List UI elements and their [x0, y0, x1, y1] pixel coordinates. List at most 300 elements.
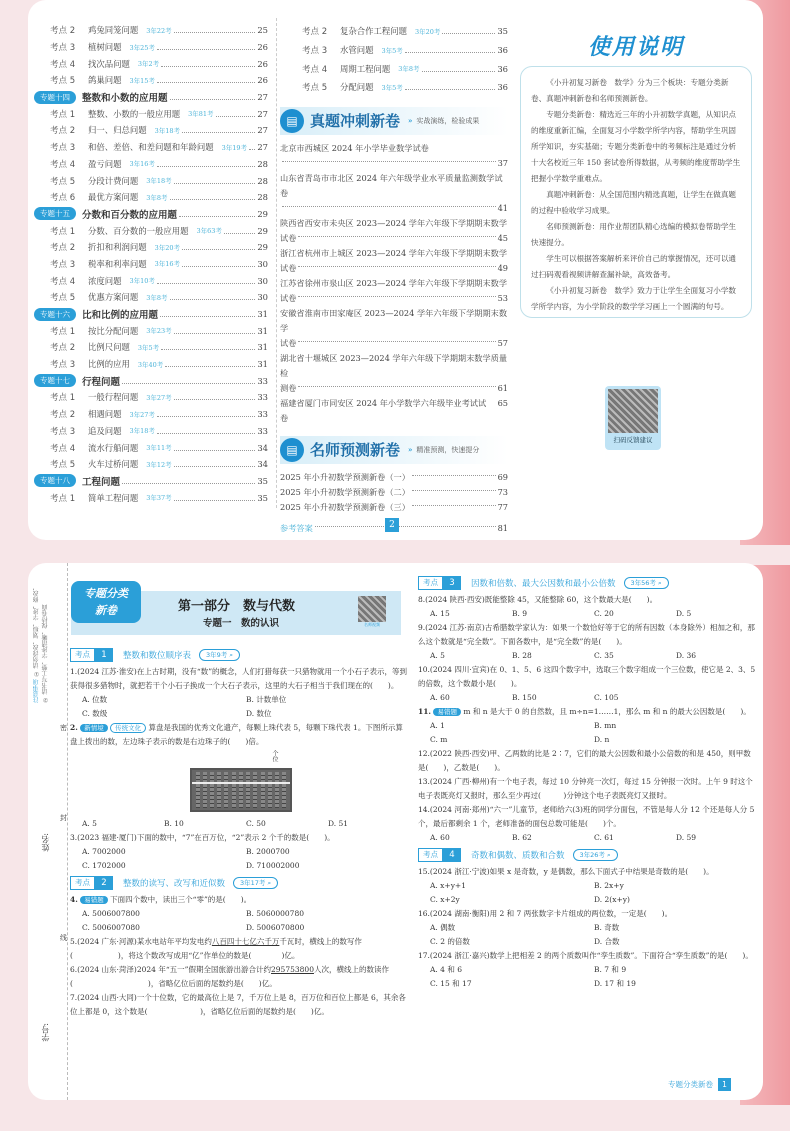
page-number: 29: [257, 208, 268, 219]
kaodian-header: [70, 875, 410, 891]
page-number: 31: [257, 359, 268, 370]
item-title: 流水行船问题: [88, 442, 139, 453]
toc-paper-entry[interactable]: [280, 246, 508, 276]
option[interactable]: B. 28: [512, 651, 532, 660]
page-number: 37: [497, 157, 508, 168]
kaodian-label: 考点 4: [302, 64, 328, 75]
toc-item-row[interactable]: [28, 272, 268, 289]
page-number: 31: [257, 342, 268, 353]
page-number: 35: [497, 26, 508, 37]
page-number: 73: [497, 486, 508, 497]
leader-dots: [157, 278, 255, 284]
kaodian-label: 考点 1: [50, 493, 76, 504]
paper-title: 安徽省淮南市田家庵区 2023—2024 学年六年级下学期期末数学: [280, 307, 508, 333]
kaodian-label: 考点: [418, 848, 443, 862]
question: 3.(2023 福建·厦门)下面的数中，“7”在百万位，“2”表示 2 个千的数是( )。: [70, 833, 335, 842]
answer-options: [418, 649, 758, 663]
qr-code: [358, 596, 386, 622]
toc-topic-row[interactable]: [28, 206, 268, 223]
option[interactable]: A. 5006007800: [82, 909, 140, 918]
topic-badge: 专题十四: [34, 91, 76, 104]
kaodian-label: 考点 2: [50, 410, 76, 421]
option[interactable]: B. 150: [512, 693, 537, 702]
page-number: 25: [257, 25, 268, 36]
frequency-label: 3年8考: [146, 293, 168, 302]
item-title: 优惠方案问题: [88, 292, 139, 303]
abacus-label: 个位: [271, 750, 278, 762]
topic-badge: 专题十五: [34, 207, 76, 220]
usage-paragraph: 专题分类新卷：精选近三年的小升初数学真题，从知识点的维度重新汇编，全面复习小学数学所学内容，帮助学生巩固所学知识，夯实基础；专题分类新卷中的考频标注是通过分析十大名校近三年 150 套试卷所得数据，从考频的维度帮助学生把握小学数学重难点。: [531, 110, 741, 183]
option[interactable]: C. 105: [594, 693, 619, 702]
option[interactable]: B. 10: [164, 819, 184, 828]
option[interactable]: A. 15: [430, 609, 450, 618]
kaodian-label: 考点: [70, 876, 95, 890]
kaodian-title: 因数和倍数、最大公因数和最小公倍数: [471, 579, 616, 589]
leader-dots: [179, 211, 255, 217]
page-number-badge: 2: [385, 518, 399, 532]
search-icon: ⌕: [227, 651, 234, 659]
paper-title: 湖北省十堰城区 2023—2024 学年六年级下学期期末数学质量检: [280, 352, 508, 378]
question: 9.(2024 江苏·南京)古希腊数学家认为：如果一个数恰好等于它的所有因数（本身除外）相加之和，那么这个数就是“完全数”。下面各数中，是“完全数”的是( )。: [418, 623, 755, 646]
item-title: 折扣和利润问题: [88, 242, 147, 253]
paper-title: 江苏省徐州市泉山区 2023—2024 学年六年级下学期期末数学: [280, 277, 508, 288]
option[interactable]: A. 7002000: [82, 847, 126, 856]
toc-item-row[interactable]: [28, 439, 268, 456]
usage-paragraph: 《小升初复习新卷 数学》致力于让学生全面复习小学数学所学内容，为小学阶段的数学学习画上一个圆满的句号。: [531, 286, 737, 311]
page-number: 27: [257, 142, 268, 153]
option[interactable]: B. 计数单位: [246, 695, 287, 704]
paper-title: 2025 年小升初数学预测新卷（二）: [280, 486, 410, 497]
toc-item-row[interactable]: [28, 423, 268, 440]
question: 16.(2024 湖南·衡阳)用 2 和 7 两张数字卡片组成的两位数，一定是( )。: [418, 909, 673, 918]
option[interactable]: B. 2000700: [246, 847, 290, 856]
topic-badge: 专题十六: [34, 308, 76, 321]
notice-text: 注意事项 ① 请勿涂改，划痕，字迹，修改， ② 请书写工整，字迹清晰，保持卷面: [33, 584, 49, 703]
item-title: 分数、百分数的一般应用题: [88, 225, 189, 236]
video-qr[interactable]: [358, 596, 386, 630]
toc-topic-row[interactable]: [28, 306, 268, 323]
page-number: 30: [257, 258, 268, 269]
toc-item-row[interactable]: [28, 256, 268, 273]
option[interactable]: C. m: [430, 735, 448, 744]
page-number-badge: 1: [718, 1078, 731, 1091]
frequency-label: 3年15考: [129, 76, 155, 85]
option[interactable]: C. 5006007080: [82, 923, 140, 932]
option[interactable]: C. 20: [594, 609, 614, 618]
toc-paper-entry[interactable]: [280, 276, 508, 306]
answer-options: [418, 691, 758, 705]
page-number: 28: [257, 175, 268, 186]
option[interactable]: A. 60: [430, 833, 450, 842]
series-logo: 专题分类 新卷: [71, 581, 141, 623]
topic-badge: 专题十七: [34, 374, 76, 387]
toc-item-row[interactable]: [28, 222, 268, 239]
leader-dots: [165, 361, 255, 367]
toc-item-row[interactable]: [28, 322, 268, 339]
kaodian-header: [418, 575, 758, 591]
frequency-label: 3年19考: [221, 143, 248, 152]
option[interactable]: C. 数级: [82, 709, 108, 718]
toc-item-row[interactable]: [28, 289, 268, 306]
item-title: 一般行程问题: [88, 392, 139, 403]
leader-dots: [182, 244, 255, 250]
toc-topic-row[interactable]: [28, 473, 268, 490]
leader-dots: [170, 294, 256, 300]
toc-middle-column: [280, 22, 508, 536]
page-number: 81: [497, 522, 508, 533]
toc-paper-entry[interactable]: [280, 306, 508, 351]
feedback-qr[interactable]: [605, 386, 661, 450]
option[interactable]: D. 36: [676, 651, 697, 660]
option[interactable]: B. mn: [594, 721, 617, 730]
page-number: 30: [257, 292, 268, 303]
id-field-label: 学号:: [41, 1023, 50, 1042]
kaodian-header: [418, 847, 758, 863]
leader-dots: [422, 66, 496, 72]
leader-dots: [174, 461, 256, 467]
toc-item-row[interactable]: [28, 72, 268, 89]
toc-paper-entry[interactable]: [280, 396, 508, 426]
toc-predict-entry[interactable]: [280, 500, 508, 515]
item-title: 找次品问题: [88, 58, 130, 69]
kaodian-label: 考点 2: [50, 343, 76, 354]
kaodian-label: 考点 2: [50, 243, 76, 254]
abacus: [190, 768, 292, 812]
question-tag: 易错题: [433, 708, 461, 716]
option[interactable]: D. 51: [328, 819, 349, 828]
paper-title-cont: 试卷: [280, 232, 297, 243]
question: 4. 易错题 下面四个数中，读出三个“零”的是( )。: [70, 895, 252, 904]
option[interactable]: B. 2x+y: [594, 881, 624, 890]
usage-paragraph: 真题冲刺新卷：从全国范围内精选真题，让学生在做真题的过程中验收学习成果。: [531, 190, 737, 215]
leader-dots: [224, 228, 255, 234]
page-number: 29: [257, 242, 268, 253]
question: 1.(2024 江苏·淮安)在上古时期，没有“数”的概念，人们打猎每获一只猎物就用一个小石子表示，等到获得很多猎物时，就把若干个小石子换成一个大石子表示，这里的大石子相当于我们现在的( )。: [70, 667, 408, 690]
toc-item-row[interactable]: [28, 389, 268, 406]
toc-item-row[interactable]: [28, 339, 268, 356]
toc-item-row[interactable]: [28, 456, 268, 473]
page-number: 41: [497, 202, 508, 213]
toc-item-row[interactable]: [280, 78, 508, 97]
toc-item-row[interactable]: [28, 406, 268, 423]
questions-left-column: [70, 645, 410, 1019]
page-footer: [668, 1078, 731, 1091]
kaodian-label: 考点 5: [50, 176, 76, 187]
footer-label: 专题分类新卷: [668, 1080, 713, 1089]
questions-right-column: [418, 573, 758, 991]
frequency-label: 3年25考: [129, 43, 155, 52]
leader-dots: [405, 47, 496, 53]
frequency-label: 3年12考: [146, 460, 172, 469]
toc-paper-entry[interactable]: [280, 141, 508, 171]
frequency-label: 3年18考: [146, 177, 172, 186]
kaodian-label: 考点: [70, 648, 95, 662]
page-number: 26: [257, 75, 268, 86]
frequency-label: 3年18考: [129, 427, 155, 436]
toc-item-row[interactable]: [280, 22, 508, 41]
kaodian-label: 考点 5: [50, 460, 76, 471]
toc-topic-row[interactable]: [28, 372, 268, 389]
page-number: 33: [257, 392, 268, 403]
kaodian-label: 考点 4: [50, 159, 76, 170]
option[interactable]: B. 7 和 9: [594, 965, 627, 974]
toc-paper-entry[interactable]: [280, 351, 508, 396]
item-title: 简单工程问题: [88, 492, 139, 503]
kaodian-title: 整数的读写、改写和近似数: [123, 879, 226, 889]
paper-title-cont: 测卷: [280, 382, 297, 393]
toc-item-row[interactable]: [28, 139, 268, 156]
topic-title: 比和比例的应用题: [82, 310, 159, 322]
toc-topic-row[interactable]: [28, 89, 268, 106]
page-number: 45: [497, 232, 508, 243]
option[interactable]: A. 1: [430, 721, 445, 730]
option[interactable]: B. 9: [512, 609, 528, 618]
kaodian-label: 考点 5: [302, 83, 328, 94]
page-number: 31: [257, 325, 268, 336]
page-number: 26: [257, 42, 268, 53]
item-title: 比例的应用: [88, 359, 130, 370]
question: 2. 新情境 传统文化 算盘是我国的优秀文化遗产，每颗上珠代表 5，每颗下珠代表 1。下图所示算盘上拨出的数，左边珠子表示的数是右边珠子的( )倍。: [70, 723, 403, 746]
option[interactable]: D. 59: [676, 833, 697, 842]
kaodian-label: 考点 4: [50, 59, 76, 70]
question: 8.(2024 陕西·西安)既能整除 45，又能整除 60，这个数最大是( )。: [418, 595, 658, 604]
option[interactable]: A. 5: [430, 651, 445, 660]
kaodian-label: 考点 2: [50, 26, 76, 37]
toc-item-row[interactable]: [28, 105, 268, 122]
column-divider: [276, 18, 277, 508]
option[interactable]: D. 5: [676, 609, 692, 618]
kaodian-label: 考点 3: [50, 360, 76, 371]
kaodian-label: 考点 4: [50, 276, 76, 287]
option[interactable]: B. 5060000780: [246, 909, 304, 918]
usage-title: 使用说明: [587, 35, 684, 60]
kaodian-number: 4: [443, 848, 461, 862]
paper-title-cont: 试卷: [280, 337, 297, 348]
kaodian-label: 考点 3: [50, 426, 76, 437]
leader-dots: [170, 194, 256, 200]
option[interactable]: D. n: [594, 735, 610, 744]
kaodian-label: 考点 3: [302, 46, 328, 57]
name-field-label: 姓名:: [41, 833, 50, 852]
page-number: 31: [257, 309, 268, 320]
toc-item-row[interactable]: [280, 41, 508, 60]
item-title: 归一、归总问题: [88, 125, 147, 136]
section-title: 真题冲刺新卷: [310, 112, 401, 131]
item-title: 相遇问题: [88, 409, 122, 420]
item-title: 整数、小数的一般应用题: [88, 108, 181, 119]
toc-item-row[interactable]: [28, 239, 268, 256]
option[interactable]: A. 4 和 6: [430, 965, 462, 974]
item-title: 复杂合作工程问题: [340, 26, 407, 37]
toc-item-row[interactable]: [28, 356, 268, 373]
answer-options: [418, 963, 758, 991]
kaodian-label: 考点 6: [50, 193, 76, 204]
frequency-label: 3年8考: [146, 193, 168, 202]
frequency-label: 3年10考: [129, 277, 155, 286]
toc-item-row[interactable]: [28, 55, 268, 72]
frequency-label: 3年81考: [188, 110, 214, 119]
section-subtitle: 精准预测，快速提分: [416, 445, 480, 454]
page-number: 61: [497, 382, 508, 393]
question: 12.(2022 陕西·西安)甲、乙两数的比是 2∶7，它们的最大公因数和最小公倍数的和是 450，则甲数是( )，乙数是( )。: [418, 749, 751, 772]
frequency-label: 3年2考: [137, 60, 160, 69]
answer-options: [70, 693, 410, 721]
toc-item-row[interactable]: [28, 122, 268, 139]
page-number: 34: [257, 442, 268, 453]
option[interactable]: A. 偶数: [430, 923, 456, 932]
toc-item-row[interactable]: [28, 172, 268, 189]
kaodian-label: 考点 4: [50, 443, 76, 454]
page-number: 29: [257, 225, 268, 236]
option[interactable]: D. 2(x+y): [594, 895, 630, 904]
item-title: 按比分配问题: [88, 325, 139, 336]
option[interactable]: B. 奇数: [594, 923, 620, 932]
page-number: 27: [257, 92, 268, 103]
page-number: 27: [257, 125, 268, 136]
option[interactable]: D. 710002000: [246, 861, 300, 870]
kaodian-header: [70, 647, 410, 663]
page-number: 30: [257, 275, 268, 286]
binding-margin: [28, 563, 68, 1100]
frequency-badge[interactable]: 3年26考 ⌕: [573, 849, 618, 861]
page-number: 57: [497, 337, 508, 348]
leader-dots: [157, 411, 255, 417]
frequency-label: 3年22考: [146, 26, 172, 35]
item-title: 分配问题: [340, 82, 374, 93]
item-title: 分段计费问题: [88, 175, 139, 186]
leader-dots: [174, 394, 256, 400]
page-number: 49: [497, 262, 508, 273]
usage-paragraph: 《小升初复习新卷 数学》分为三个板块：专题分类新卷、真题冲刺新卷和名师预测新卷。: [531, 78, 729, 103]
option[interactable]: C. 1702000: [82, 861, 126, 870]
search-icon: ⌕: [655, 579, 662, 587]
leader-dots: [157, 77, 255, 83]
frequency-label: 3年63考: [196, 227, 222, 236]
topic-badge: 专题十八: [34, 474, 76, 487]
toc-item-row[interactable]: [28, 189, 268, 206]
frequency-label: 3年18考: [154, 126, 181, 135]
usage-paragraph: 学生可以根据答案解析来评价自己的掌握情况，还可以通过扫码观看视频讲解查漏补缺，高效备考。: [531, 254, 737, 279]
option[interactable]: C. x+2y: [430, 895, 460, 904]
frequency-label: 3年37考: [146, 494, 172, 503]
question-tag: 易错题: [80, 896, 108, 904]
qr-caption: 名师视频: [364, 622, 380, 627]
paper-title: 陕西省西安市未央区 2023—2024 学年六年级下学期期末数学: [280, 217, 508, 228]
leader-dots: [161, 344, 255, 350]
kaodian-number: 2: [95, 876, 113, 890]
question: 13.(2024 广西·柳州)有一个电子表，每过 10 分钟亮一次灯，每过 15 分钟报一次时。上午 9 时这个电子表既亮灯又报时，那么至少再过( )分钟这个电子表既亮灯又报时。: [418, 777, 753, 800]
frequency-label: 3年27考: [129, 410, 155, 419]
leader-dots: [157, 44, 255, 50]
seal-mark: 密: [60, 724, 67, 732]
frequency-label: 3年40考: [137, 360, 164, 369]
option[interactable]: B. 62: [512, 833, 532, 842]
frequency-badge[interactable]: 3年56考 ⌕: [624, 577, 669, 589]
option[interactable]: A. 60: [430, 693, 450, 702]
toc-item-row[interactable]: [280, 59, 508, 78]
leader-dots: [122, 378, 255, 384]
frequency-label: 3年8考: [398, 65, 420, 74]
option[interactable]: A. 5: [82, 819, 97, 828]
page-number: 69: [497, 471, 508, 482]
page-number: 36: [497, 45, 508, 56]
toc-item-row[interactable]: [28, 489, 268, 506]
search-icon: ⌕: [604, 851, 611, 859]
page-number: 35: [257, 475, 268, 486]
frequency-badge[interactable]: 3年9考 ⌕: [199, 649, 240, 661]
item-title: 植树问题: [88, 42, 122, 53]
page-number: 36: [497, 63, 508, 74]
frequency-label: 3年5考: [381, 83, 403, 92]
toc-predict-entry[interactable]: [280, 485, 508, 500]
question-tag: 传统文化: [110, 723, 146, 733]
leader-dots: [161, 61, 255, 67]
topic-title: 分数和百分数的应用题: [82, 209, 178, 221]
page-number: 35: [257, 492, 268, 503]
leader-dots: [122, 478, 255, 484]
answer-options: [70, 817, 410, 831]
item-title: 鸡兔同笼问题: [88, 25, 139, 36]
option[interactable]: D. 5006070800: [246, 923, 305, 932]
option[interactable]: D. 合数: [594, 937, 620, 946]
toc-predict-entry[interactable]: [280, 470, 508, 485]
kaodian-label: 考点 5: [50, 293, 76, 304]
leader-dots: [249, 144, 255, 150]
paper-title: 2025 年小升初数学预测新卷（三）: [280, 501, 410, 512]
seal-mark: 线: [60, 934, 67, 942]
leader-dots: [182, 127, 255, 133]
toc-item-row[interactable]: [28, 22, 268, 39]
frequency-label: 3年20考: [415, 27, 441, 36]
option[interactable]: C. 50: [246, 819, 266, 828]
question: 11. 易错题 m 和 n 是大于 0 的自然数，且 m÷n=1……1，那么 m 和 n 的最大公因数是( )。: [418, 707, 751, 716]
toc-paper-entry[interactable]: [280, 216, 508, 246]
frequency-label: 3年16考: [129, 160, 155, 169]
paper-title-cont: 试卷: [280, 262, 297, 273]
kaodian-label: 考点 3: [50, 259, 76, 270]
toc-item-row[interactable]: [28, 156, 268, 173]
leader-dots: [160, 311, 255, 317]
option[interactable]: C. 61: [594, 833, 614, 842]
option[interactable]: A. 位数: [82, 695, 108, 704]
leader-dots: [174, 178, 256, 184]
question: 7.(2024 山西·大同)一个十位数，它的最高位上是 7，千万位上是 8，百万位和百位上都是 6，其余各位上都是 0，这个数是( )，省略亿位后面的尾数约是( )亿。: [70, 993, 406, 1016]
question-tag: 新情境: [80, 724, 108, 732]
usage-notes-box: [520, 66, 752, 318]
option[interactable]: D. 数位: [246, 709, 272, 718]
frequency-label: 3年23考: [146, 327, 172, 336]
option[interactable]: D. 17 和 19: [594, 979, 636, 988]
option[interactable]: A. x+y+1: [430, 881, 466, 890]
option[interactable]: C. 15 和 17: [430, 979, 472, 988]
toc-item-row[interactable]: [28, 39, 268, 56]
topic-title: 专题一 数的认识: [203, 618, 280, 629]
frequency-label: 3年27考: [146, 393, 172, 402]
item-title: 和倍、差倍、和差问题和年龄问题: [88, 142, 214, 153]
item-title: 鸽巢问题: [88, 75, 122, 86]
answer-options: [418, 879, 758, 907]
option[interactable]: C. 2 的倍数: [430, 937, 470, 946]
frequency-label: 3年20考: [154, 243, 181, 252]
option[interactable]: C. 35: [594, 651, 614, 660]
frequency-label: 3年5考: [381, 46, 403, 55]
frequency-label: 3年5考: [137, 343, 160, 352]
frequency-badge[interactable]: 3年17考 ⌕: [233, 877, 278, 889]
question: 6.(2024 山东·菏泽)2024 年“五一”假期全国旅游出游合计约295753800人次，横线上的数读作( )，省略亿位后面的尾数约是( )亿。: [70, 965, 389, 988]
item-title: 水管问题: [340, 45, 374, 56]
page-number: 77: [497, 501, 508, 512]
toc-paper-entry[interactable]: [280, 171, 508, 216]
